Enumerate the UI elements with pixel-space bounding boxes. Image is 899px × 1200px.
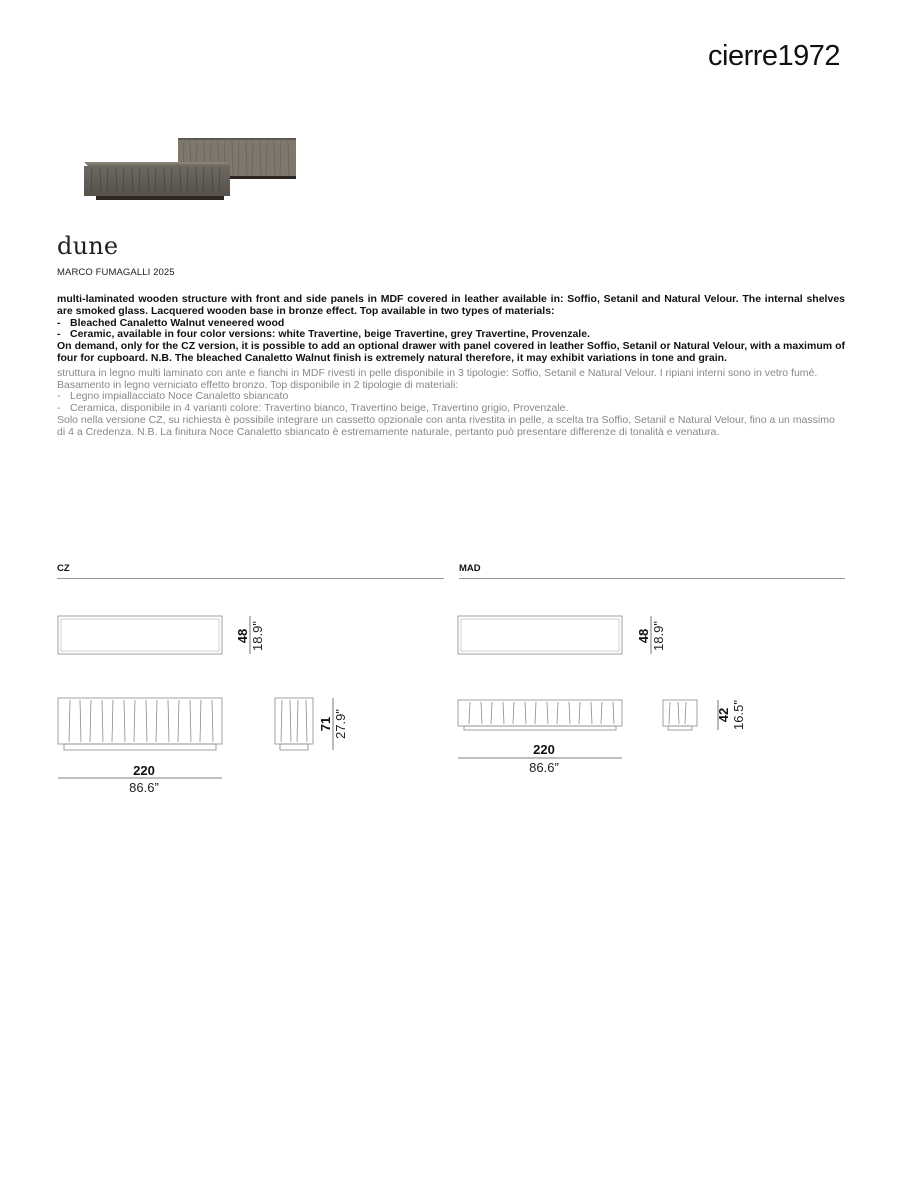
divider xyxy=(459,578,845,579)
brand-logo xyxy=(708,38,848,72)
cz-width-cm: 220 xyxy=(133,763,155,778)
mad-width-cm: 220 xyxy=(533,742,555,757)
cz-side-view xyxy=(275,698,313,750)
description-it-note: Solo nella versione CZ, su richiesta è possibile integrare un cassetto opzionale con anta rivestita in pelle, a scelta tra Soffio, Setanil e Natural Velour, fino a un massimo di 4 a Credenza. N.B. La finitura Noce Canaletto sbiancato è estremamente naturale, pertanto può presentare differenze di tonalità e venatura. xyxy=(57,413,835,438)
description xyxy=(57,294,845,439)
version-label-cz: CZ xyxy=(57,563,70,574)
product-photo xyxy=(80,132,330,206)
designer-credit: MARCO FUMAGALLI 2025 xyxy=(57,267,175,278)
cz-front-view xyxy=(58,698,222,750)
mad-height-cm: 42 xyxy=(716,707,731,723)
description-en-note: On demand, only for the CZ version, it is possible to add an optional drawer with panel covered in leather Soffio, Setanil or Natural Velour, with a maximum of four for cupboard. N.B. The bleached Canaletto Walnut finish is extremely natural therefore, it may exhibit variations in tone and grain. xyxy=(57,340,845,364)
mad-front-view xyxy=(458,700,622,730)
description-it-intro: struttura in legno multi laminato con ante e fianchi in MDF rivesti in pelle disponibile in 3 tipologie: Soffio, Setanil e Natural Velour. I ripiani interni sono in vetro fumé. Basamento in legno verniciato effetto bronzo. Top disponibile in 2 tipologie di materiali: xyxy=(57,366,818,391)
mad-top-view xyxy=(458,616,622,654)
cz-height-cm: 71 xyxy=(318,716,333,732)
product-name: dune xyxy=(57,232,119,260)
cz-depth-in: 18.9" xyxy=(250,621,265,651)
bullet-text: Legno impiallacciato Noce Canaletto sbiancato xyxy=(70,390,289,403)
bullet-text: Ceramica, disponibile in 4 varianti colore: Travertino bianco, Travertino beige, Travertino grigio, Provenzale. xyxy=(70,402,569,415)
svg-text:cierre1972: cierre1972 xyxy=(708,40,841,72)
mad-height-in: 16.5" xyxy=(731,700,746,730)
version-label-mad: MAD xyxy=(459,563,481,574)
description-en-intro: multi-laminated wooden structure with front and side panels in MDF covered in leather available in: Soffio, Setanil and Natural Velour. The internal shelves are smoked glass. Lacquered wooden base in bronze effect. Top available in two types of materials: xyxy=(57,293,845,317)
cz-width-in: 86.6” xyxy=(129,780,159,795)
bullet-dash: - xyxy=(57,402,61,415)
cz-height-in: 27.9" xyxy=(333,709,348,739)
bullet-dash: - xyxy=(57,328,61,341)
mad-depth-cm: 48 xyxy=(636,628,651,644)
cz-technical-drawing xyxy=(50,600,360,800)
bullet-dash: - xyxy=(57,390,61,403)
bullet-text: Ceramic, available in four color versions: white Travertine, beige Travertine, grey Travertine, Provenzale. xyxy=(70,328,590,341)
cz-top-view xyxy=(58,616,222,654)
mad-technical-drawing xyxy=(452,600,762,790)
cz-depth-cm: 48 xyxy=(235,628,250,644)
bullet-text: Bleached Canaletto Walnut veneered wood xyxy=(70,316,285,329)
mad-width-in: 86.6” xyxy=(529,760,559,775)
divider xyxy=(57,578,444,579)
mad-side-view xyxy=(663,700,697,730)
mad-depth-in: 18.9" xyxy=(651,621,666,651)
bullet-dash: - xyxy=(57,316,61,329)
